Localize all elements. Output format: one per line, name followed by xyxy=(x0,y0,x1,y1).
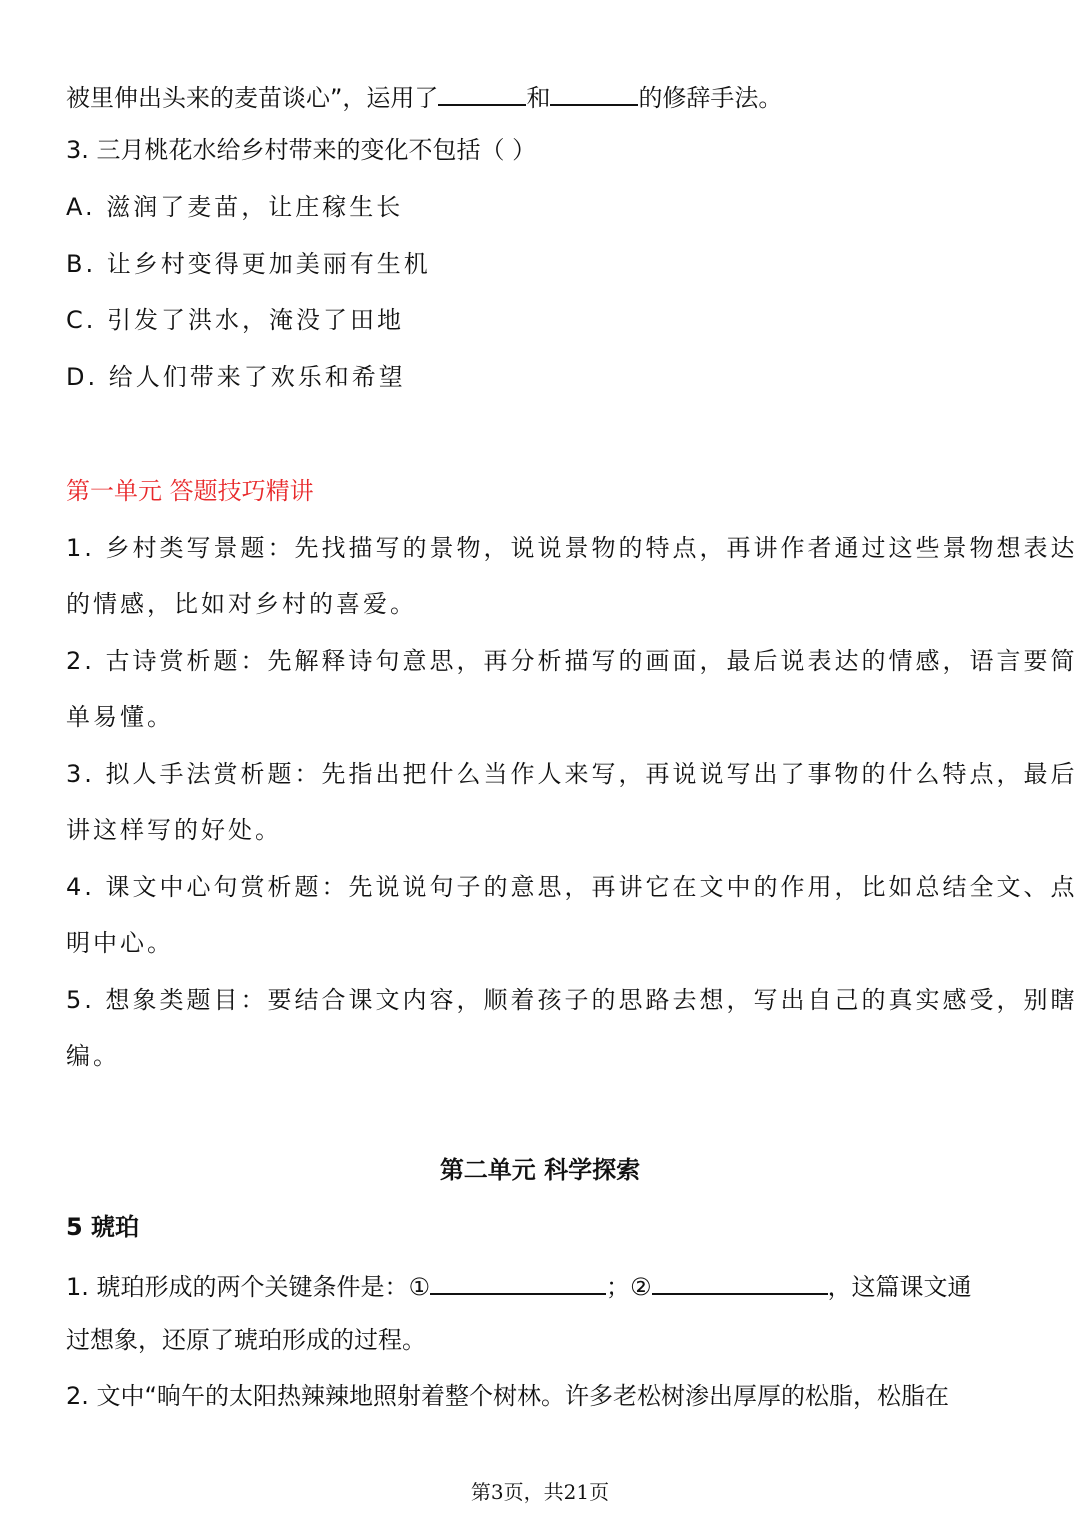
tip-line: 明中心。 xyxy=(66,929,174,957)
question-text-prefix: 被里伸出头来的麦苗谈心”，运用了 xyxy=(66,84,439,112)
tip-line: 编。 xyxy=(66,1042,120,1070)
tips-heading: 第一单元 答题技巧精讲 xyxy=(66,477,314,505)
fill-blank-question xyxy=(66,78,1014,114)
question-3-stem: 3. 三月桃花水给乡村带来的变化不包括（ ） xyxy=(66,136,537,164)
tip-line: 5. 想象类题目：要结合课文内容，顺着孩子的思路去想，写出自己的真实感受，别瞎 xyxy=(66,986,1078,1014)
tip-line: 4. 课文中心句赏析题：先说说句子的意思，再讲它在文中的作用，比如总结全文、点 xyxy=(66,873,1078,901)
answer-blank[interactable] xyxy=(438,78,526,106)
question-text-middle: 和 xyxy=(526,84,551,112)
question-text-suffix: ，这篇课文通 xyxy=(827,1273,972,1301)
tip-line: 的情感，比如对乡村的喜爱。 xyxy=(66,590,417,618)
tip-line: 3. 拟人手法赏析题：先指出把什么当作人来写，再说说写出了事物的什么特点，最后 xyxy=(66,760,1078,788)
answer-blank-1[interactable] xyxy=(430,1267,606,1295)
answer-blank-2[interactable] xyxy=(652,1267,828,1295)
tip-line: 讲这样写的好处。 xyxy=(66,816,282,844)
option-c[interactable]: C. 引发了洪水，淹没了田地 xyxy=(66,306,405,334)
question-text-prefix: 1. 琥珀形成的两个关键条件是：① xyxy=(66,1273,431,1301)
question-1 xyxy=(66,1267,1014,1303)
lesson-title: 5 琥珀 xyxy=(66,1213,140,1241)
page-number: 第3页，共21页 xyxy=(470,1480,610,1504)
question-2: 2. 文中“晌午的太阳热辣辣地照射着整个树林。许多老松树渗出厚厚的松脂，松脂在 xyxy=(66,1382,949,1410)
question-1-continued: 过想象，还原了琥珀形成的过程。 xyxy=(66,1326,426,1354)
tip-line: 单易懂。 xyxy=(66,703,174,731)
unit-title: 第二单元 科学探索 xyxy=(439,1156,641,1184)
question-text-separator: ；② xyxy=(606,1273,652,1301)
option-b[interactable]: B. 让乡村变得更加美丽有生机 xyxy=(66,250,431,278)
tip-line: 1. 乡村类写景题：先找描写的景物，说说景物的特点，再讲作者通过这些景物想表达 xyxy=(66,534,1078,562)
option-a[interactable]: A. 滋润了麦苗，让庄稼生长 xyxy=(66,193,404,221)
option-d[interactable]: D. 给人们带来了欢乐和希望 xyxy=(66,363,406,391)
answer-blank[interactable] xyxy=(550,78,638,106)
tip-line: 2. 古诗赏析题：先解释诗句意思，再分析描写的画面，最后说表达的情感，语言要简 xyxy=(66,647,1078,675)
question-text-suffix: 的修辞手法。 xyxy=(638,84,783,112)
